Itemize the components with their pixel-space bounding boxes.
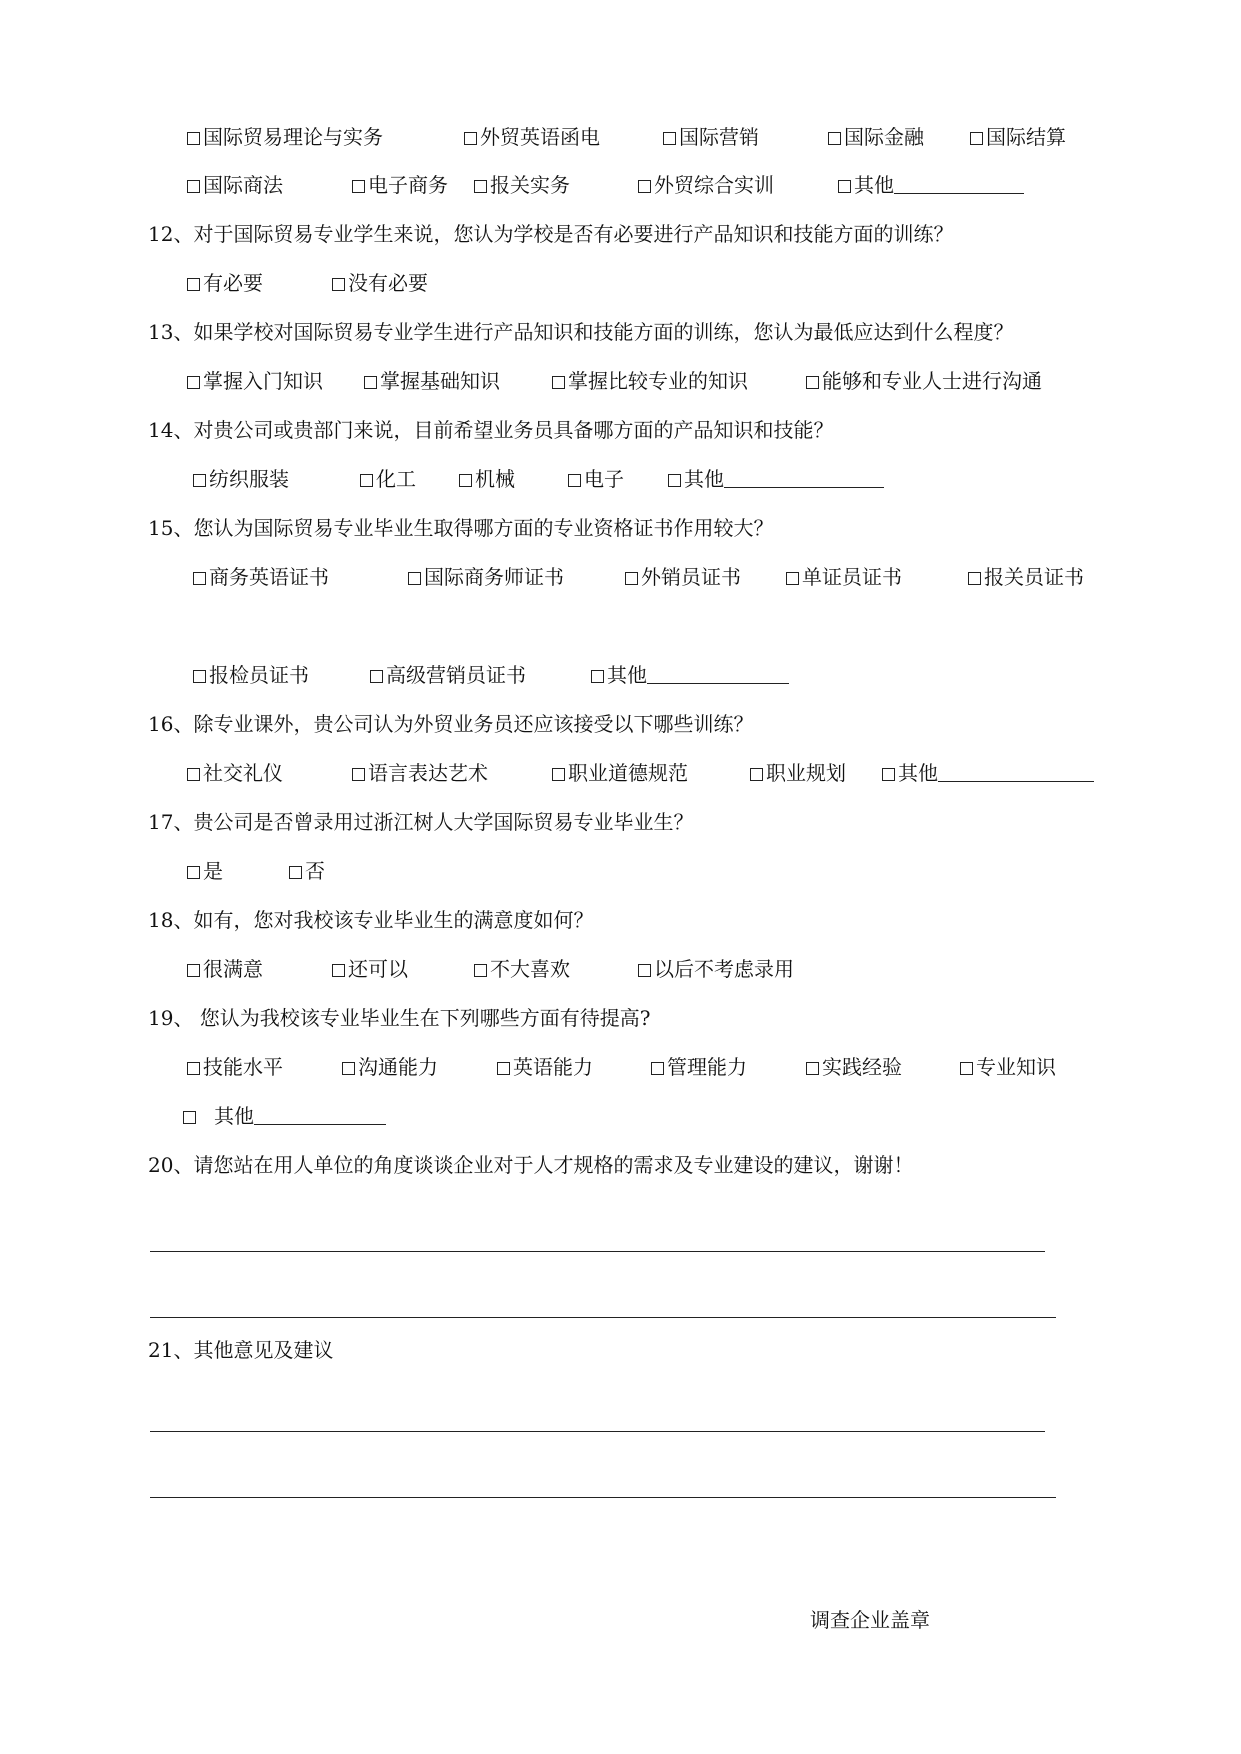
option-q14-4[interactable]: 电子 (568, 464, 624, 494)
fill-in-blank[interactable] (254, 1123, 386, 1125)
checkbox[interactable] (591, 670, 604, 683)
checkbox[interactable] (187, 180, 200, 193)
answer-line[interactable] (150, 1497, 1056, 1498)
checkbox[interactable] (806, 376, 819, 389)
option-q19-3[interactable]: 英语能力 (497, 1052, 593, 1082)
option-q19-5[interactable]: 实践经验 (806, 1052, 902, 1082)
checkbox[interactable] (459, 474, 472, 487)
option-q11-4[interactable]: 国际金融 (828, 122, 924, 152)
checkbox[interactable] (370, 670, 383, 683)
checkbox[interactable] (187, 132, 200, 145)
option-q16-5[interactable]: 其他 (882, 758, 1094, 788)
checkbox[interactable] (970, 132, 983, 145)
fill-in-blank[interactable] (938, 780, 1094, 782)
question-21: 21、其他意见及建议 (148, 1338, 334, 1362)
checkbox[interactable] (187, 964, 200, 977)
checkbox[interactable] (806, 1062, 819, 1075)
question-20: 20、请您站在用人单位的角度谈谈企业对于人才规格的需求及专业建设的建议，谢谢！ (148, 1153, 914, 1177)
question-16: 16、除专业课外，贵公司认为外贸业务员还应该接受以下哪些训练？ (148, 712, 754, 736)
option-q11-6[interactable]: 国际商法 (187, 170, 283, 200)
option-q19-1[interactable]: 技能水平 (187, 1052, 283, 1082)
checkbox[interactable] (187, 1062, 200, 1075)
option-q16-2[interactable]: 语言表达艺术 (352, 758, 488, 788)
checkbox[interactable] (828, 132, 841, 145)
option-q13-1[interactable]: 掌握入门知识 (187, 366, 323, 396)
option-q15-6[interactable]: 报检员证书 (193, 660, 309, 690)
option-q19-2[interactable]: 沟通能力 (342, 1052, 438, 1082)
checkbox[interactable] (352, 180, 365, 193)
checkbox[interactable] (193, 670, 206, 683)
checkbox[interactable] (838, 180, 851, 193)
option-q16-3[interactable]: 职业道德规范 (552, 758, 688, 788)
option-q19-4[interactable]: 管理能力 (651, 1052, 747, 1082)
fill-in-blank[interactable] (894, 192, 1024, 194)
checkbox[interactable] (187, 768, 200, 781)
question-17: 17、贵公司是否曾录用过浙江树人大学国际贸易专业毕业生？ (148, 810, 694, 834)
checkbox[interactable] (668, 474, 681, 487)
option-q15-3[interactable]: 外销员证书 (625, 562, 741, 592)
checkbox[interactable] (332, 964, 345, 977)
checkbox[interactable] (663, 132, 676, 145)
option-q14-3[interactable]: 机械 (459, 464, 515, 494)
checkbox[interactable] (625, 572, 638, 585)
option-q17-1[interactable]: 是 (187, 856, 223, 886)
option-q15-8[interactable]: 其他 (591, 660, 789, 690)
checkbox[interactable] (474, 180, 487, 193)
checkbox[interactable] (568, 474, 581, 487)
checkbox[interactable] (187, 866, 200, 879)
checkbox[interactable] (750, 768, 763, 781)
option-q18-1[interactable]: 很满意 (187, 954, 263, 984)
option-q11-1[interactable]: 国际贸易理论与实务 (187, 122, 383, 152)
checkbox[interactable] (364, 376, 377, 389)
question-12: 12、对于国际贸易专业学生来说，您认为学校是否有必要进行产品知识和技能方面的训练？ (148, 222, 954, 246)
option-q18-3[interactable]: 不大喜欢 (474, 954, 570, 984)
checkbox[interactable] (342, 1062, 355, 1075)
checkbox[interactable] (786, 572, 799, 585)
option-q11-10[interactable]: 其他 (838, 170, 1024, 200)
question-15: 15、您认为国际贸易专业毕业生取得哪方面的专业资格证书作用较大？ (148, 516, 774, 540)
option-q11-9[interactable]: 外贸综合实训 (638, 170, 774, 200)
checkbox[interactable] (638, 964, 651, 977)
option-q15-1[interactable]: 商务英语证书 (193, 562, 329, 592)
question-13: 13、如果学校对国际贸易专业学生进行产品知识和技能方面的训练，您认为最低应达到什么程度？ (148, 320, 1014, 344)
option-q14-5[interactable]: 其他 (668, 464, 884, 494)
option-q14-2[interactable]: 化工 (360, 464, 416, 494)
option-q15-2[interactable]: 国际商务师证书 (408, 562, 564, 592)
option-q13-3[interactable]: 掌握比较专业的知识 (552, 366, 748, 396)
option-q11-8[interactable]: 报关实务 (474, 170, 570, 200)
option-q11-3[interactable]: 国际营销 (663, 122, 759, 152)
option-q13-4[interactable]: 能够和专业人士进行沟通 (806, 366, 1042, 396)
checkbox[interactable] (332, 278, 345, 291)
option-q12-2[interactable]: 没有必要 (332, 268, 428, 298)
checkbox[interactable] (183, 1111, 196, 1124)
question-18: 18、如有，您对我校该专业毕业生的满意度如何？ (148, 908, 594, 932)
company-seal-label: 调查企业盖章 (810, 1608, 930, 1632)
option-q15-5[interactable]: 报关员证书 (968, 562, 1084, 592)
option-q15-7[interactable]: 高级营销员证书 (370, 660, 526, 690)
checkbox[interactable] (552, 768, 565, 781)
checkbox[interactable] (651, 1062, 664, 1075)
fill-in-blank[interactable] (724, 486, 884, 488)
question-14: 14、对贵公司或贵部门来说，目前希望业务员具备哪方面的产品知识和技能？ (148, 418, 834, 442)
option-q18-2[interactable]: 还可以 (332, 954, 408, 984)
checkbox[interactable] (464, 132, 477, 145)
checkbox[interactable] (289, 866, 302, 879)
checkbox[interactable] (193, 572, 206, 585)
option-q16-1[interactable]: 社交礼仪 (187, 758, 283, 788)
checkbox[interactable] (497, 1062, 510, 1075)
option-q14-1[interactable]: 纺织服装 (193, 464, 289, 494)
checkbox[interactable] (882, 768, 895, 781)
checkbox[interactable] (474, 964, 487, 977)
option-q18-4[interactable]: 以后不考虑录用 (638, 954, 794, 984)
question-19: 19、 您认为我校该专业毕业生在下列哪些方面有待提高? (148, 1006, 651, 1030)
option-q19-6[interactable]: 专业知识 (960, 1052, 1056, 1082)
option-q15-4[interactable]: 单证员证书 (786, 562, 902, 592)
option-q11-5[interactable]: 国际结算 (970, 122, 1066, 152)
option-q19-other[interactable]: 其他 (183, 1101, 386, 1131)
option-q13-2[interactable]: 掌握基础知识 (364, 366, 500, 396)
option-q11-7[interactable]: 电子商务 (352, 170, 448, 200)
option-q16-4[interactable]: 职业规划 (750, 758, 846, 788)
checkbox[interactable] (187, 376, 200, 389)
answer-line[interactable] (150, 1251, 1045, 1252)
option-q12-1[interactable]: 有必要 (187, 268, 263, 298)
checkbox[interactable] (968, 572, 981, 585)
checkbox[interactable] (408, 572, 421, 585)
checkbox[interactable] (193, 474, 206, 487)
answer-line[interactable] (150, 1317, 1056, 1318)
checkbox[interactable] (360, 474, 373, 487)
checkbox[interactable] (960, 1062, 973, 1075)
answer-line[interactable] (150, 1431, 1045, 1432)
checkbox[interactable] (352, 768, 365, 781)
option-q17-2[interactable]: 否 (289, 856, 325, 886)
fill-in-blank[interactable] (647, 682, 789, 684)
option-q11-2[interactable]: 外贸英语函电 (464, 122, 600, 152)
checkbox[interactable] (638, 180, 651, 193)
checkbox[interactable] (552, 376, 565, 389)
checkbox[interactable] (187, 278, 200, 291)
